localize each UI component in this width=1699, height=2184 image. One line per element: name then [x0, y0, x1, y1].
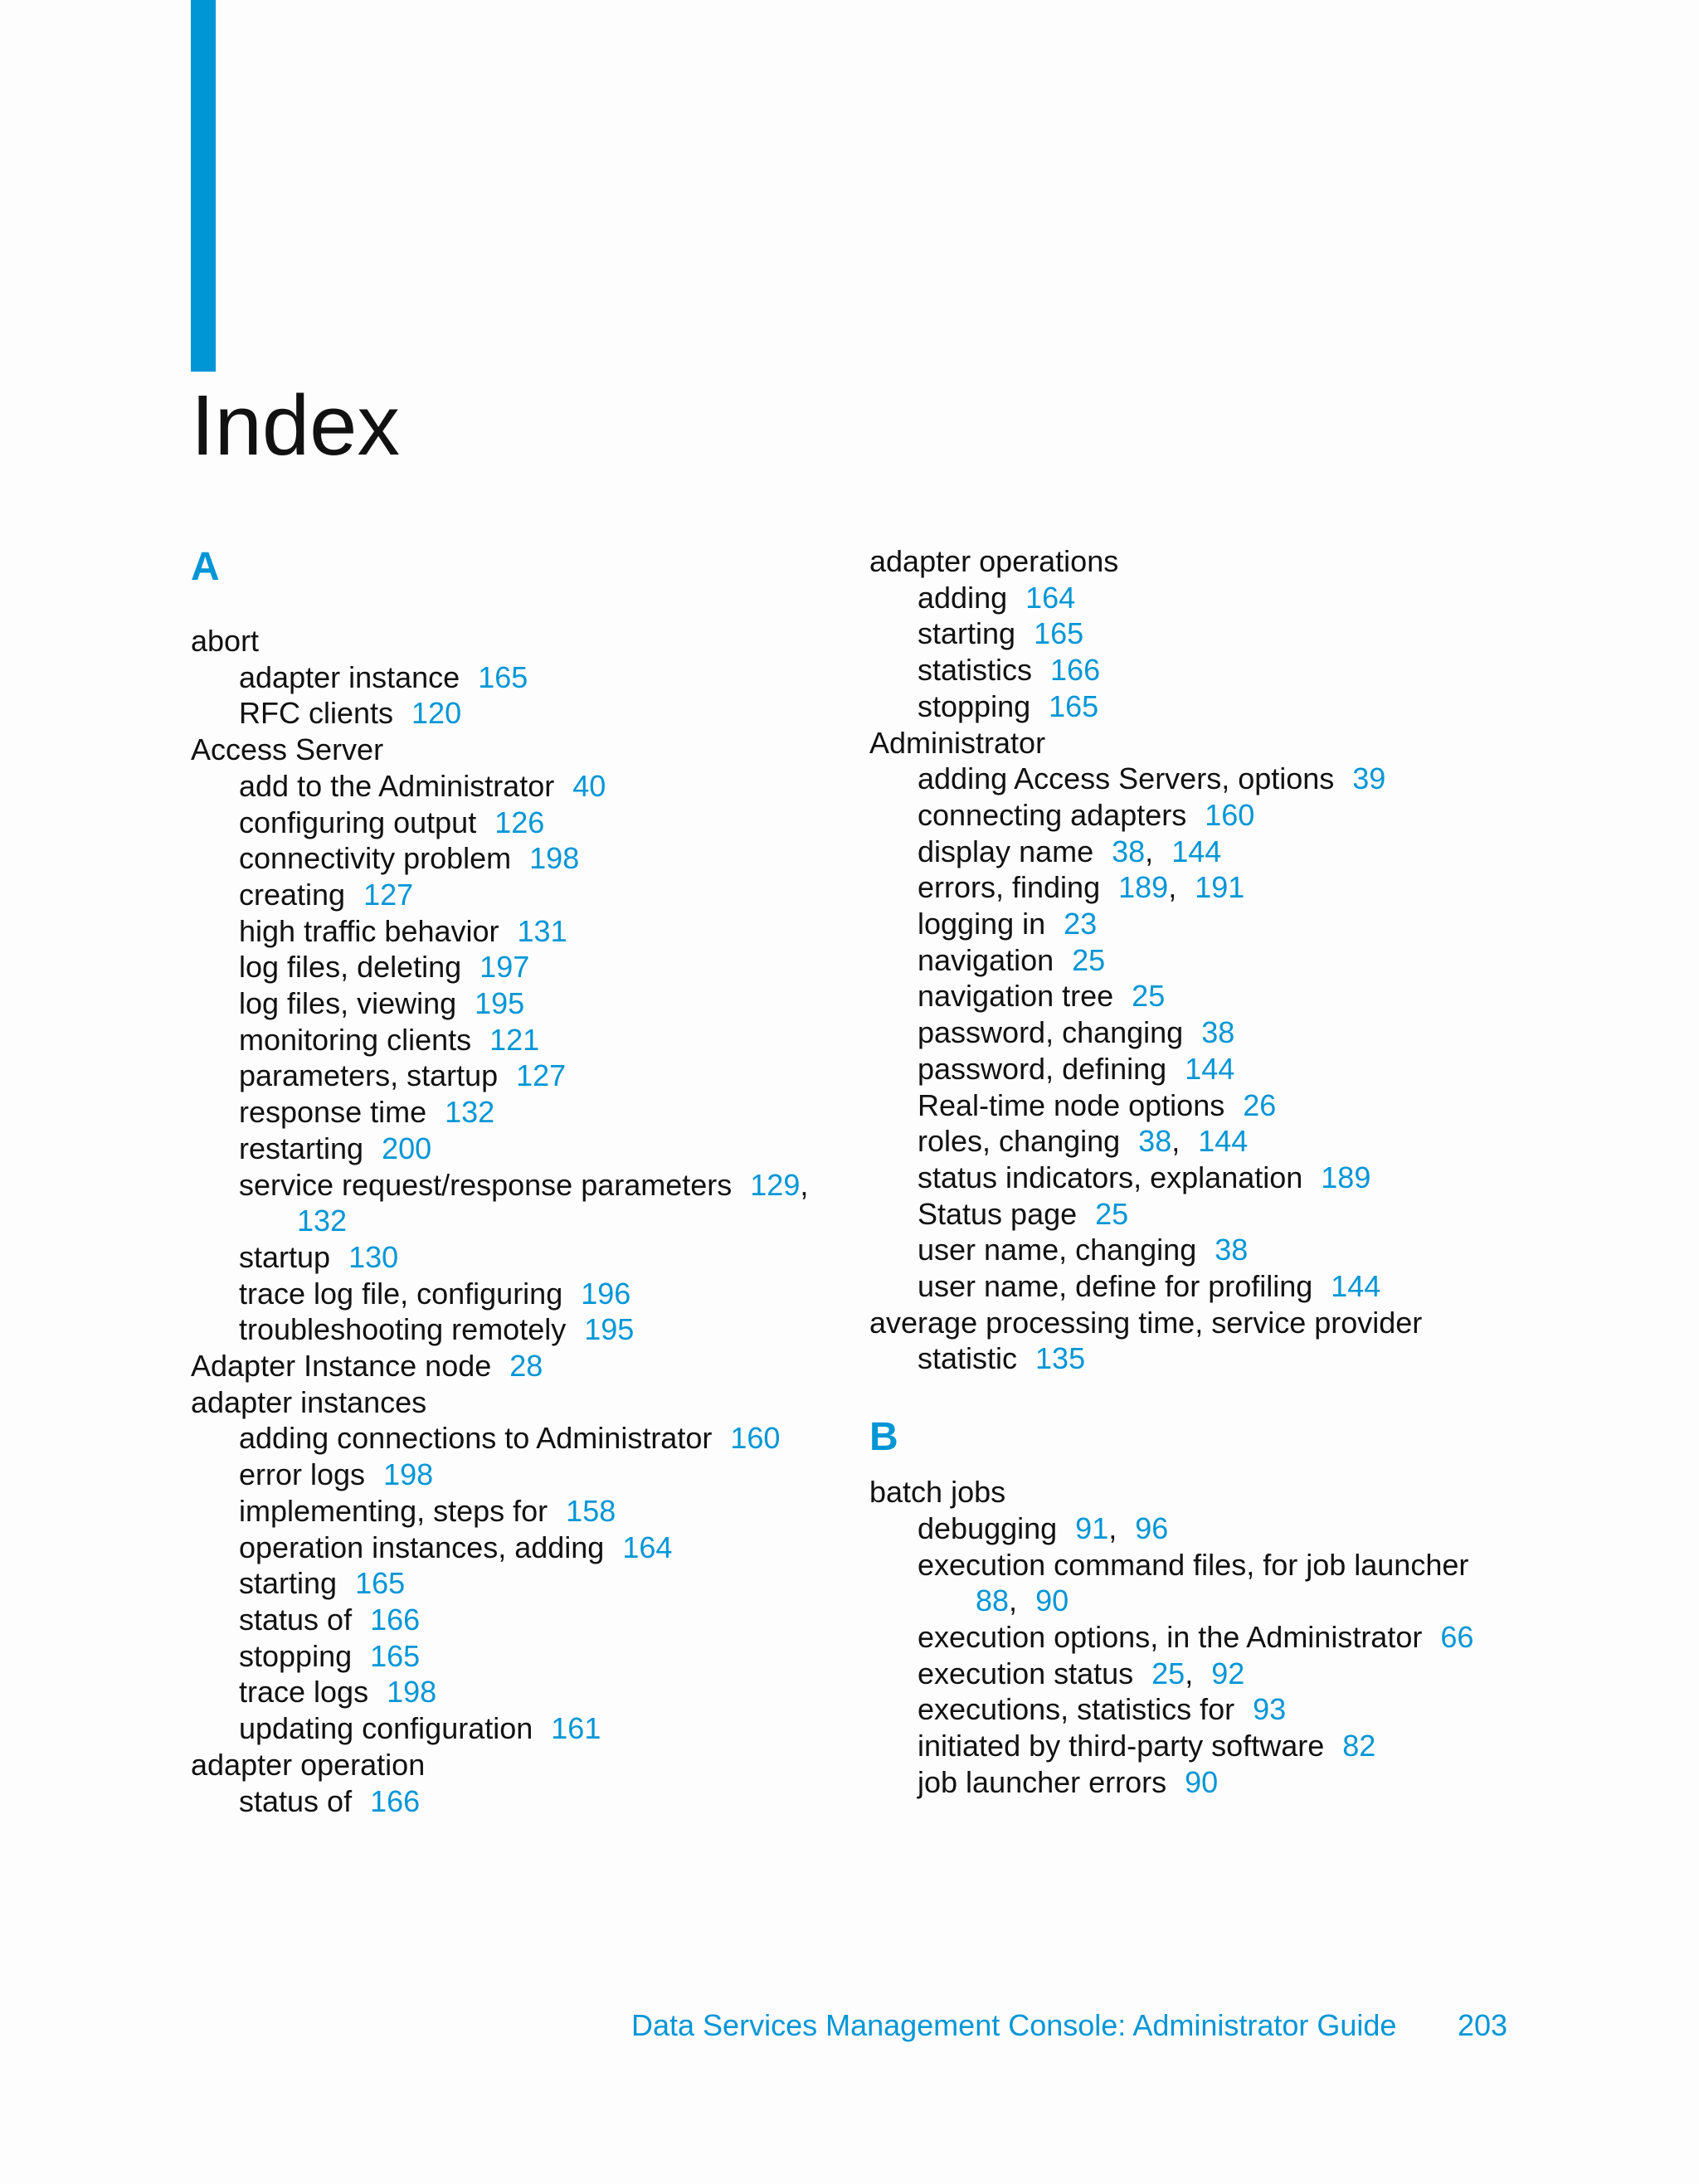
index-entry — [191, 1384, 854, 1421]
entry-term: adding connections to Administrator — [239, 1421, 713, 1456]
index-column-left — [191, 543, 854, 1819]
entry-term: creating — [239, 877, 346, 912]
entry-term: logging in — [918, 907, 1046, 941]
index-subentry — [869, 1340, 1533, 1377]
page-link[interactable]: 158 — [566, 1493, 616, 1528]
entry-term: execution options, in the Administrator — [918, 1619, 1423, 1654]
page-link[interactable]: 161 — [551, 1711, 601, 1746]
entry-term: roles, changing — [918, 1124, 1121, 1159]
entry-term: trace logs — [239, 1675, 369, 1710]
index-subentry — [191, 1783, 854, 1820]
entry-term: service request/response parameters — [239, 1167, 733, 1202]
index-subentry — [191, 1493, 854, 1530]
page-separator: , — [1171, 1124, 1181, 1159]
entry-term: Administrator — [869, 725, 1046, 760]
page-link[interactable]: 127 — [516, 1058, 567, 1093]
index-subentry — [869, 1160, 1533, 1196]
page-link[interactable]: 144 — [1171, 834, 1222, 868]
index-subentry — [869, 1268, 1533, 1305]
index-subentry — [869, 580, 1533, 616]
page-link[interactable]: 165 — [370, 1638, 421, 1673]
page-link[interactable]: 165 — [355, 1566, 406, 1601]
entry-term: password, changing — [918, 1015, 1184, 1050]
index-subentry — [869, 1764, 1533, 1801]
page-link[interactable]: 166 — [1050, 653, 1101, 688]
entry-term: adapter operations — [869, 544, 1119, 578]
entry-term: status of — [239, 1783, 353, 1818]
entry-term: trace log file, configuring — [239, 1276, 563, 1311]
page-link[interactable]: 195 — [475, 986, 525, 1021]
index-subentry — [191, 768, 854, 805]
index-subentry — [191, 1131, 854, 1167]
page-link[interactable]: 40 — [572, 768, 606, 803]
entry-term: adding — [918, 580, 1008, 615]
page-link[interactable]: 90 — [1035, 1583, 1069, 1618]
index-entry — [191, 732, 854, 768]
entry-term: executions, statistics for — [918, 1692, 1235, 1727]
entry-term: user name, define for profiling — [918, 1269, 1313, 1304]
entry-term: batch jobs — [869, 1475, 1006, 1510]
index-subentry — [869, 1196, 1533, 1233]
page-link[interactable]: 198 — [383, 1457, 434, 1492]
index-subentry — [869, 1619, 1533, 1656]
index-subentry — [191, 840, 854, 877]
entry-term: configuring output — [239, 805, 477, 839]
page-link[interactable]: 198 — [387, 1675, 437, 1710]
page-link[interactable]: 25 — [1151, 1656, 1185, 1690]
index-entry — [869, 543, 1533, 580]
entry-term: monitoring clients — [239, 1022, 472, 1057]
entry-term: Adapter Instance node — [191, 1349, 492, 1384]
entry-term: log files, deleting — [239, 950, 462, 985]
index-subentry — [191, 1530, 854, 1566]
section-letter: B — [869, 1415, 898, 1460]
index-subentry — [869, 688, 1533, 725]
page-link[interactable]: 38 — [1215, 1233, 1249, 1267]
entry-term: connecting adapters — [918, 797, 1187, 832]
entry-term: debugging — [918, 1510, 1058, 1545]
page-link[interactable]: 132 — [297, 1204, 348, 1238]
page-title: Index — [191, 377, 400, 473]
entry-term: starting — [239, 1566, 338, 1601]
page-link[interactable]: 189 — [1118, 870, 1169, 905]
page-link[interactable]: 129 — [750, 1167, 801, 1202]
page-link[interactable]: 165 — [1049, 688, 1099, 723]
index-subentry — [191, 805, 854, 841]
entry-term: status indicators, explanation — [918, 1160, 1303, 1194]
page-link[interactable]: 189 — [1321, 1160, 1371, 1194]
entry-term: statistics — [918, 653, 1033, 688]
page-link[interactable]: 164 — [1025, 580, 1076, 615]
entry-term: navigation — [918, 942, 1054, 977]
index-subentry — [191, 1565, 854, 1602]
entry-term: execution status — [918, 1656, 1134, 1690]
page-link[interactable]: 160 — [1205, 797, 1255, 832]
index-subentry — [869, 615, 1533, 652]
index-subentry — [869, 1014, 1533, 1051]
entry-term: Access Server — [191, 732, 384, 767]
entry-term: password, defining — [918, 1051, 1167, 1086]
index-subentry — [191, 659, 854, 696]
entry-term: Status page — [918, 1196, 1078, 1231]
index-entry — [191, 1747, 854, 1783]
entry-term: response time — [239, 1095, 427, 1130]
entry-term: status of — [239, 1602, 353, 1637]
index-subentry — [191, 985, 854, 1022]
entry-term: updating configuration — [239, 1711, 533, 1746]
index-subentry — [191, 877, 854, 913]
entry-term: error logs — [239, 1457, 366, 1492]
index-subentry — [869, 1510, 1533, 1547]
entry-term: display name — [918, 834, 1094, 868]
page-separator: , — [1168, 870, 1177, 905]
index-subentry — [869, 1232, 1533, 1268]
entry-term: implementing, steps for — [239, 1493, 548, 1528]
index-entry — [191, 1348, 854, 1384]
entry-term: troubleshooting remotely — [239, 1312, 567, 1347]
index-subentry — [191, 1167, 854, 1204]
index-subentry — [869, 1728, 1533, 1764]
entry-term: execution command files, for job launcher — [918, 1547, 1469, 1582]
index-subentry — [191, 1710, 854, 1747]
index-subentry — [191, 1094, 854, 1131]
page-link[interactable]: 127 — [363, 877, 414, 912]
page-link[interactable]: 200 — [382, 1131, 432, 1165]
page-link[interactable]: 88 — [976, 1583, 1010, 1618]
page-link[interactable]: 144 — [1198, 1124, 1249, 1159]
page-link[interactable]: 144 — [1331, 1269, 1381, 1304]
accent-bar — [191, 0, 216, 372]
index-continuation — [869, 1583, 1533, 1619]
index-subentry — [191, 1311, 854, 1348]
entry-term: adapter instance — [239, 659, 460, 694]
footer-page-number: 203 — [1458, 2008, 1508, 2042]
page-link[interactable]: 197 — [480, 950, 530, 985]
entry-term: navigation tree — [918, 979, 1114, 1014]
page-link[interactable]: 131 — [517, 913, 567, 948]
page-link[interactable]: 93 — [1253, 1692, 1287, 1727]
entry-term: parameters, startup — [239, 1058, 499, 1093]
index-subentry — [191, 1602, 854, 1638]
page-link[interactable]: 38 — [1201, 1015, 1235, 1050]
page-link[interactable]: 144 — [1185, 1051, 1235, 1086]
index-subentry — [869, 906, 1533, 942]
page-link[interactable]: 164 — [622, 1530, 673, 1564]
index-entry — [191, 623, 854, 659]
index-subentry — [869, 761, 1533, 797]
page-link[interactable]: 196 — [581, 1276, 631, 1311]
footer-title: Data Services Management Console: Administrator Guide — [631, 2008, 1397, 2042]
page-link[interactable]: 132 — [445, 1095, 495, 1130]
page-link[interactable]: 135 — [1035, 1341, 1086, 1376]
index-subentry — [191, 949, 854, 985]
index-subentry — [869, 1087, 1533, 1124]
page-separator: , — [1145, 834, 1154, 868]
page-link[interactable]: 25 — [1072, 942, 1106, 977]
index-subentry — [191, 1420, 854, 1457]
page-link[interactable]: 120 — [411, 696, 462, 731]
page-separator: , — [1185, 1656, 1194, 1690]
page-link[interactable]: 90 — [1185, 1764, 1219, 1799]
entry-term: user name, changing — [918, 1233, 1197, 1267]
entry-term: initiated by third-party software — [918, 1729, 1325, 1763]
entry-term: job launcher errors — [918, 1764, 1167, 1799]
index-entry — [869, 725, 1533, 761]
page-separator: , — [1009, 1583, 1018, 1618]
entry-term: RFC clients — [239, 696, 394, 731]
entry-term: abort — [191, 624, 260, 658]
entry-term: add to the Administrator — [239, 768, 555, 803]
section-gap — [869, 1377, 1533, 1413]
index-subentry — [869, 1547, 1533, 1583]
index-subentry — [869, 797, 1533, 834]
page-link[interactable]: 198 — [529, 841, 580, 876]
index-subentry — [191, 1276, 854, 1312]
index-subentry — [191, 1022, 854, 1058]
page-link[interactable]: 25 — [1132, 979, 1166, 1014]
entry-term: statistic — [918, 1341, 1018, 1376]
page-link[interactable]: 166 — [370, 1783, 421, 1818]
page-link[interactable]: 191 — [1195, 870, 1245, 905]
entry-term: restarting — [239, 1131, 364, 1165]
index-entry — [869, 1305, 1533, 1341]
page-link[interactable]: 165 — [1034, 616, 1084, 651]
page-link[interactable]: 39 — [1352, 761, 1386, 796]
page-link[interactable]: 195 — [584, 1312, 635, 1347]
entry-term: adapter operation — [191, 1747, 426, 1782]
index-subentry — [191, 1457, 854, 1493]
index-column-right — [869, 543, 1533, 1801]
entry-term: stopping — [239, 1638, 353, 1673]
page-link[interactable]: 126 — [494, 805, 545, 839]
page-link[interactable]: 26 — [1243, 1087, 1277, 1122]
index-subentry — [869, 978, 1533, 1014]
entry-term: operation instances, adding — [239, 1530, 605, 1564]
index-subentry — [869, 1123, 1533, 1160]
page-separator: , — [800, 1167, 809, 1202]
entry-term: log files, viewing — [239, 986, 457, 1021]
index-subentry — [869, 652, 1533, 688]
entry-term: high traffic behavior — [239, 913, 499, 948]
entry-term: errors, finding — [918, 870, 1101, 905]
page-link[interactable]: 23 — [1064, 907, 1098, 941]
entry-term: adding Access Servers, options — [918, 761, 1335, 796]
page-link[interactable]: 92 — [1211, 1656, 1245, 1690]
page-link[interactable]: 38 — [1112, 834, 1146, 868]
index-subentry — [191, 1058, 854, 1094]
index-subentry — [191, 1638, 854, 1675]
page-separator: , — [1108, 1510, 1117, 1545]
index-subentry — [191, 695, 854, 732]
index-subentry — [869, 1656, 1533, 1692]
entry-term: connectivity problem — [239, 841, 512, 876]
page-link[interactable]: 25 — [1095, 1196, 1129, 1231]
page-link[interactable]: 160 — [730, 1421, 781, 1456]
index-subentry — [869, 1051, 1533, 1087]
page-link[interactable]: 166 — [370, 1602, 421, 1637]
index-subentry — [869, 942, 1533, 979]
index-subentry — [869, 1691, 1533, 1728]
page-link[interactable]: 121 — [489, 1022, 540, 1057]
entry-term: Real-time node options — [918, 1087, 1225, 1122]
index-entry — [869, 1474, 1533, 1510]
page-link[interactable]: 165 — [478, 659, 528, 694]
page-link[interactable]: 91 — [1075, 1510, 1109, 1545]
page-link[interactable]: 28 — [509, 1349, 543, 1384]
entry-term: startup — [239, 1239, 331, 1274]
entry-term: stopping — [918, 688, 1031, 723]
page-link[interactable]: 38 — [1138, 1124, 1172, 1159]
entry-term: average processing time, service provider — [869, 1305, 1423, 1340]
page-link[interactable]: 82 — [1342, 1729, 1376, 1763]
page-link[interactable]: 96 — [1135, 1510, 1169, 1545]
entry-term: starting — [918, 616, 1016, 651]
index-subentry — [191, 913, 854, 950]
page-link[interactable]: 66 — [1440, 1619, 1474, 1654]
index-subentry — [191, 1239, 854, 1276]
page-link[interactable]: 130 — [348, 1239, 399, 1274]
index-subentry — [869, 869, 1533, 906]
section-letter: A — [191, 545, 220, 589]
index-continuation — [191, 1203, 854, 1239]
index-subentry — [191, 1674, 854, 1710]
entry-term: adapter instances — [191, 1384, 427, 1419]
index-subentry — [869, 834, 1533, 870]
